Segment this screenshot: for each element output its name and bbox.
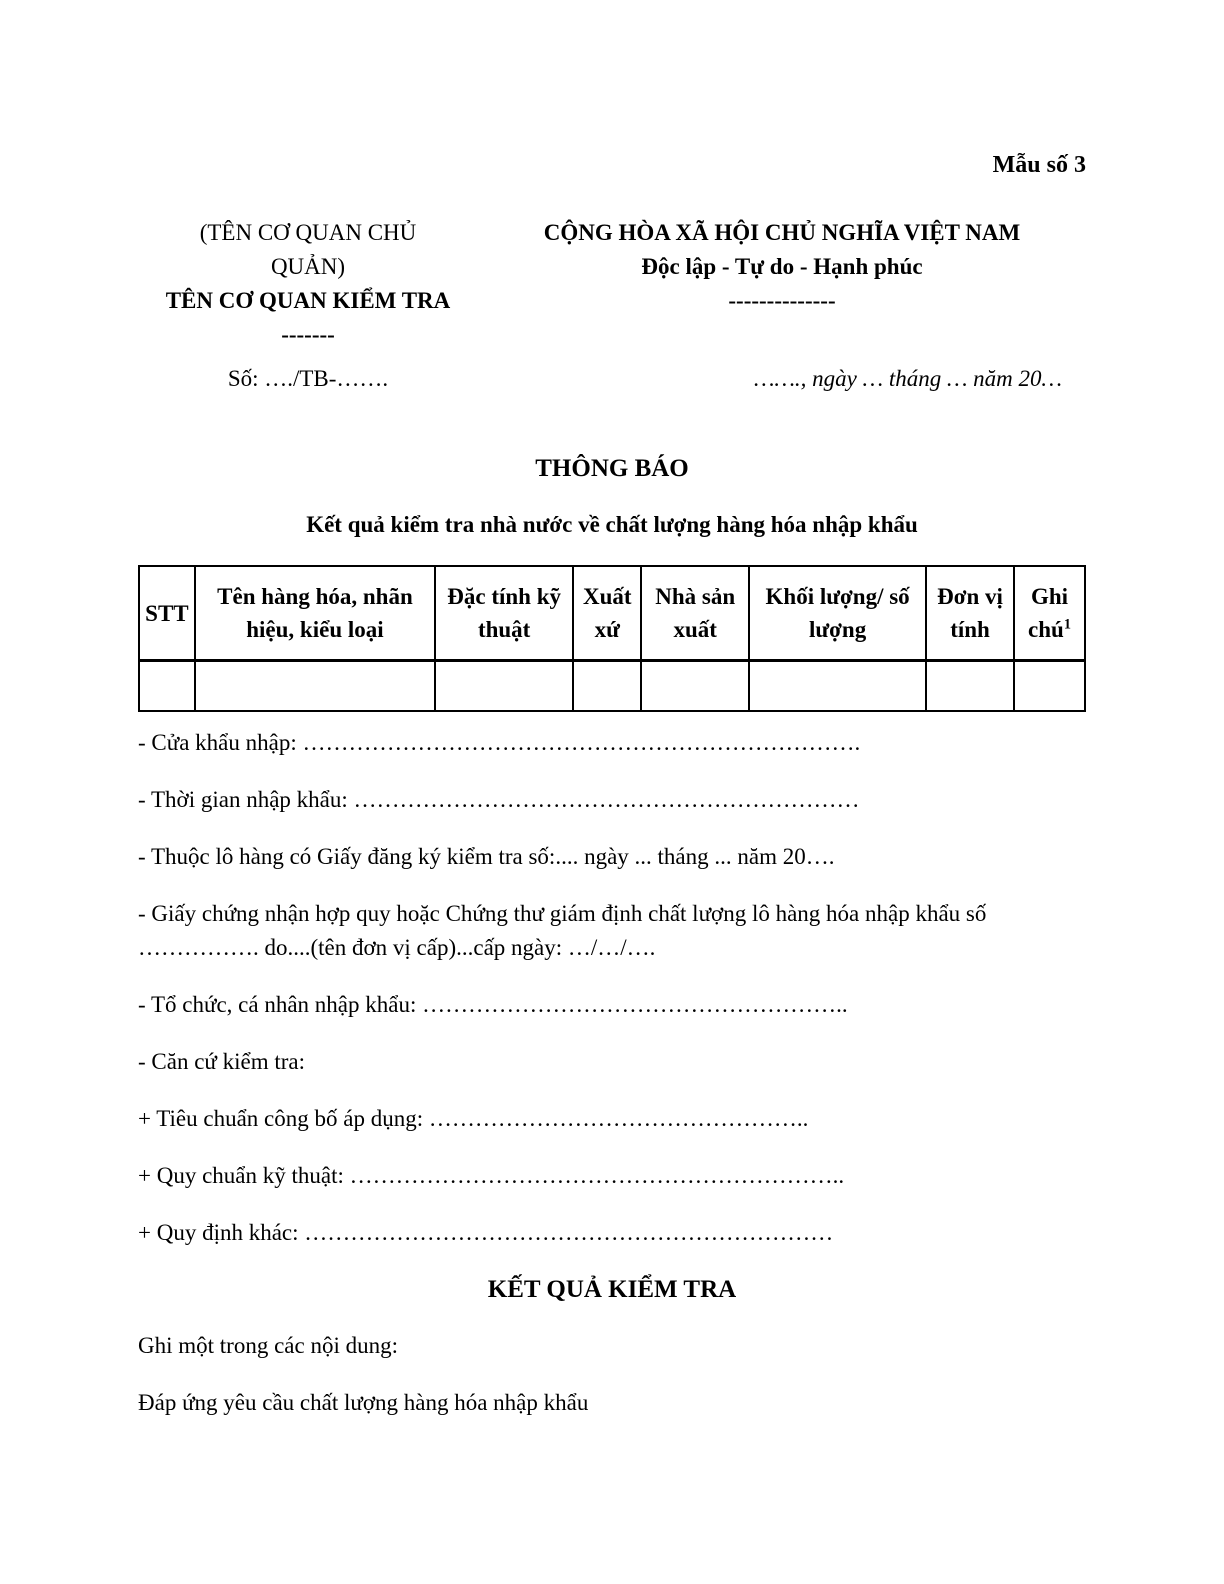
col-notes xyxy=(1014,566,1085,661)
line-importer: - Tổ chức, cá nhân nhập khẩu: ……………………………………………….. xyxy=(138,992,848,1017)
document-number: Số: …./TB-……. xyxy=(227,366,389,391)
col-specs-label: Đặc tính kỹ thuật xyxy=(447,584,562,642)
col-manufacturer xyxy=(641,566,749,661)
result-instruction: Ghi một trong các nội dung: xyxy=(138,1333,398,1358)
col-stt xyxy=(139,566,195,661)
table-header-row xyxy=(139,566,1085,661)
line-registration-cert: - Thuộc lô hàng có Giấy đăng ký kiểm tra số:.... ngày ... tháng ... năm 20…. xyxy=(138,844,835,869)
col-goods-name-label: Tên hàng hóa, nhãn hiệu, kiểu loại xyxy=(217,584,413,642)
col-goods-name xyxy=(195,566,435,661)
parent-org-name: (TÊN CƠ QUAN CHỦ QUẢN) xyxy=(199,220,417,279)
table-cell xyxy=(1014,661,1085,712)
col-quantity xyxy=(749,566,926,661)
line-import-time: - Thời gian nhập khẩu: ………………………………………………………… xyxy=(138,787,860,812)
footnote-ref: 1 xyxy=(1063,616,1071,633)
result-title: KẾT QUẢ KIỂM TRA xyxy=(487,1276,737,1303)
col-specs xyxy=(435,566,573,661)
col-unit xyxy=(926,566,1014,661)
org-separator-dashes: ------- xyxy=(281,322,335,347)
col-quantity-label: Khối lượng/ số lượng xyxy=(765,584,910,642)
line-conformity-cert: - Giấy chứng nhận hợp quy hoặc Chứng thư giám định chất lượng lô hàng hóa nhập khẩu số ……………. do....(tên đơn vị cấp)...cấp ngày: …/…/…. xyxy=(138,901,987,960)
col-manufacturer-label: Nhà sản xuất xyxy=(655,584,736,642)
place-date-line: ……., ngày … tháng … năm 20… xyxy=(754,366,1062,391)
goods-table xyxy=(138,565,1086,712)
col-unit-label: Đơn vị tính xyxy=(937,584,1003,642)
table-cell xyxy=(139,661,195,712)
line-technical-regulation: + Quy chuẩn kỹ thuật: ……………………………………………………….. xyxy=(138,1163,845,1188)
form-number: Mẫu số 3 xyxy=(992,152,1086,178)
table-cell xyxy=(195,661,435,712)
line-declared-standard: + Tiêu chuẩn công bố áp dụng: ………………………………………….. xyxy=(138,1106,809,1131)
table-cell xyxy=(749,661,926,712)
line-inspection-basis: - Căn cứ kiểm tra: xyxy=(138,1049,306,1074)
table-cell xyxy=(926,661,1014,712)
table-cell xyxy=(573,661,641,712)
result-option: Đáp ứng yêu cầu chất lượng hàng hóa nhập khẩu xyxy=(138,1390,589,1415)
col-origin-label: Xuất xứ xyxy=(582,584,632,642)
col-notes-label: Ghi chú xyxy=(1028,584,1069,642)
notice-subtitle: Kết quả kiểm tra nhà nước về chất lượng hàng hóa nhập khẩu xyxy=(306,512,918,537)
national-title: CỘNG HÒA XÃ HỘI CHỦ NGHĨA VIỆT NAM xyxy=(543,220,1021,245)
document-header xyxy=(138,216,1086,352)
national-motto: Độc lập - Tự do - Hạnh phúc xyxy=(641,254,923,279)
line-import-gate: - Cửa khẩu nhập: ………………………………………………………………. xyxy=(138,730,861,755)
table-cell xyxy=(641,661,749,712)
table-cell xyxy=(435,661,573,712)
notice-title: THÔNG BÁO xyxy=(535,455,689,482)
line-other-regulation: + Quy định khác: …………………………………………………………… xyxy=(138,1220,834,1245)
issuing-org-block xyxy=(138,216,478,352)
table-empty-row xyxy=(139,661,1085,712)
national-header-block xyxy=(478,216,1086,352)
col-stt-label: STT xyxy=(145,600,189,626)
col-origin xyxy=(573,566,641,661)
number-date-row xyxy=(138,362,1086,396)
form-fields-section xyxy=(138,726,1086,1420)
motto-separator-dashes: -------------- xyxy=(728,288,836,313)
inspection-org-name: TÊN CƠ QUAN KIỂM TRA xyxy=(165,288,451,313)
